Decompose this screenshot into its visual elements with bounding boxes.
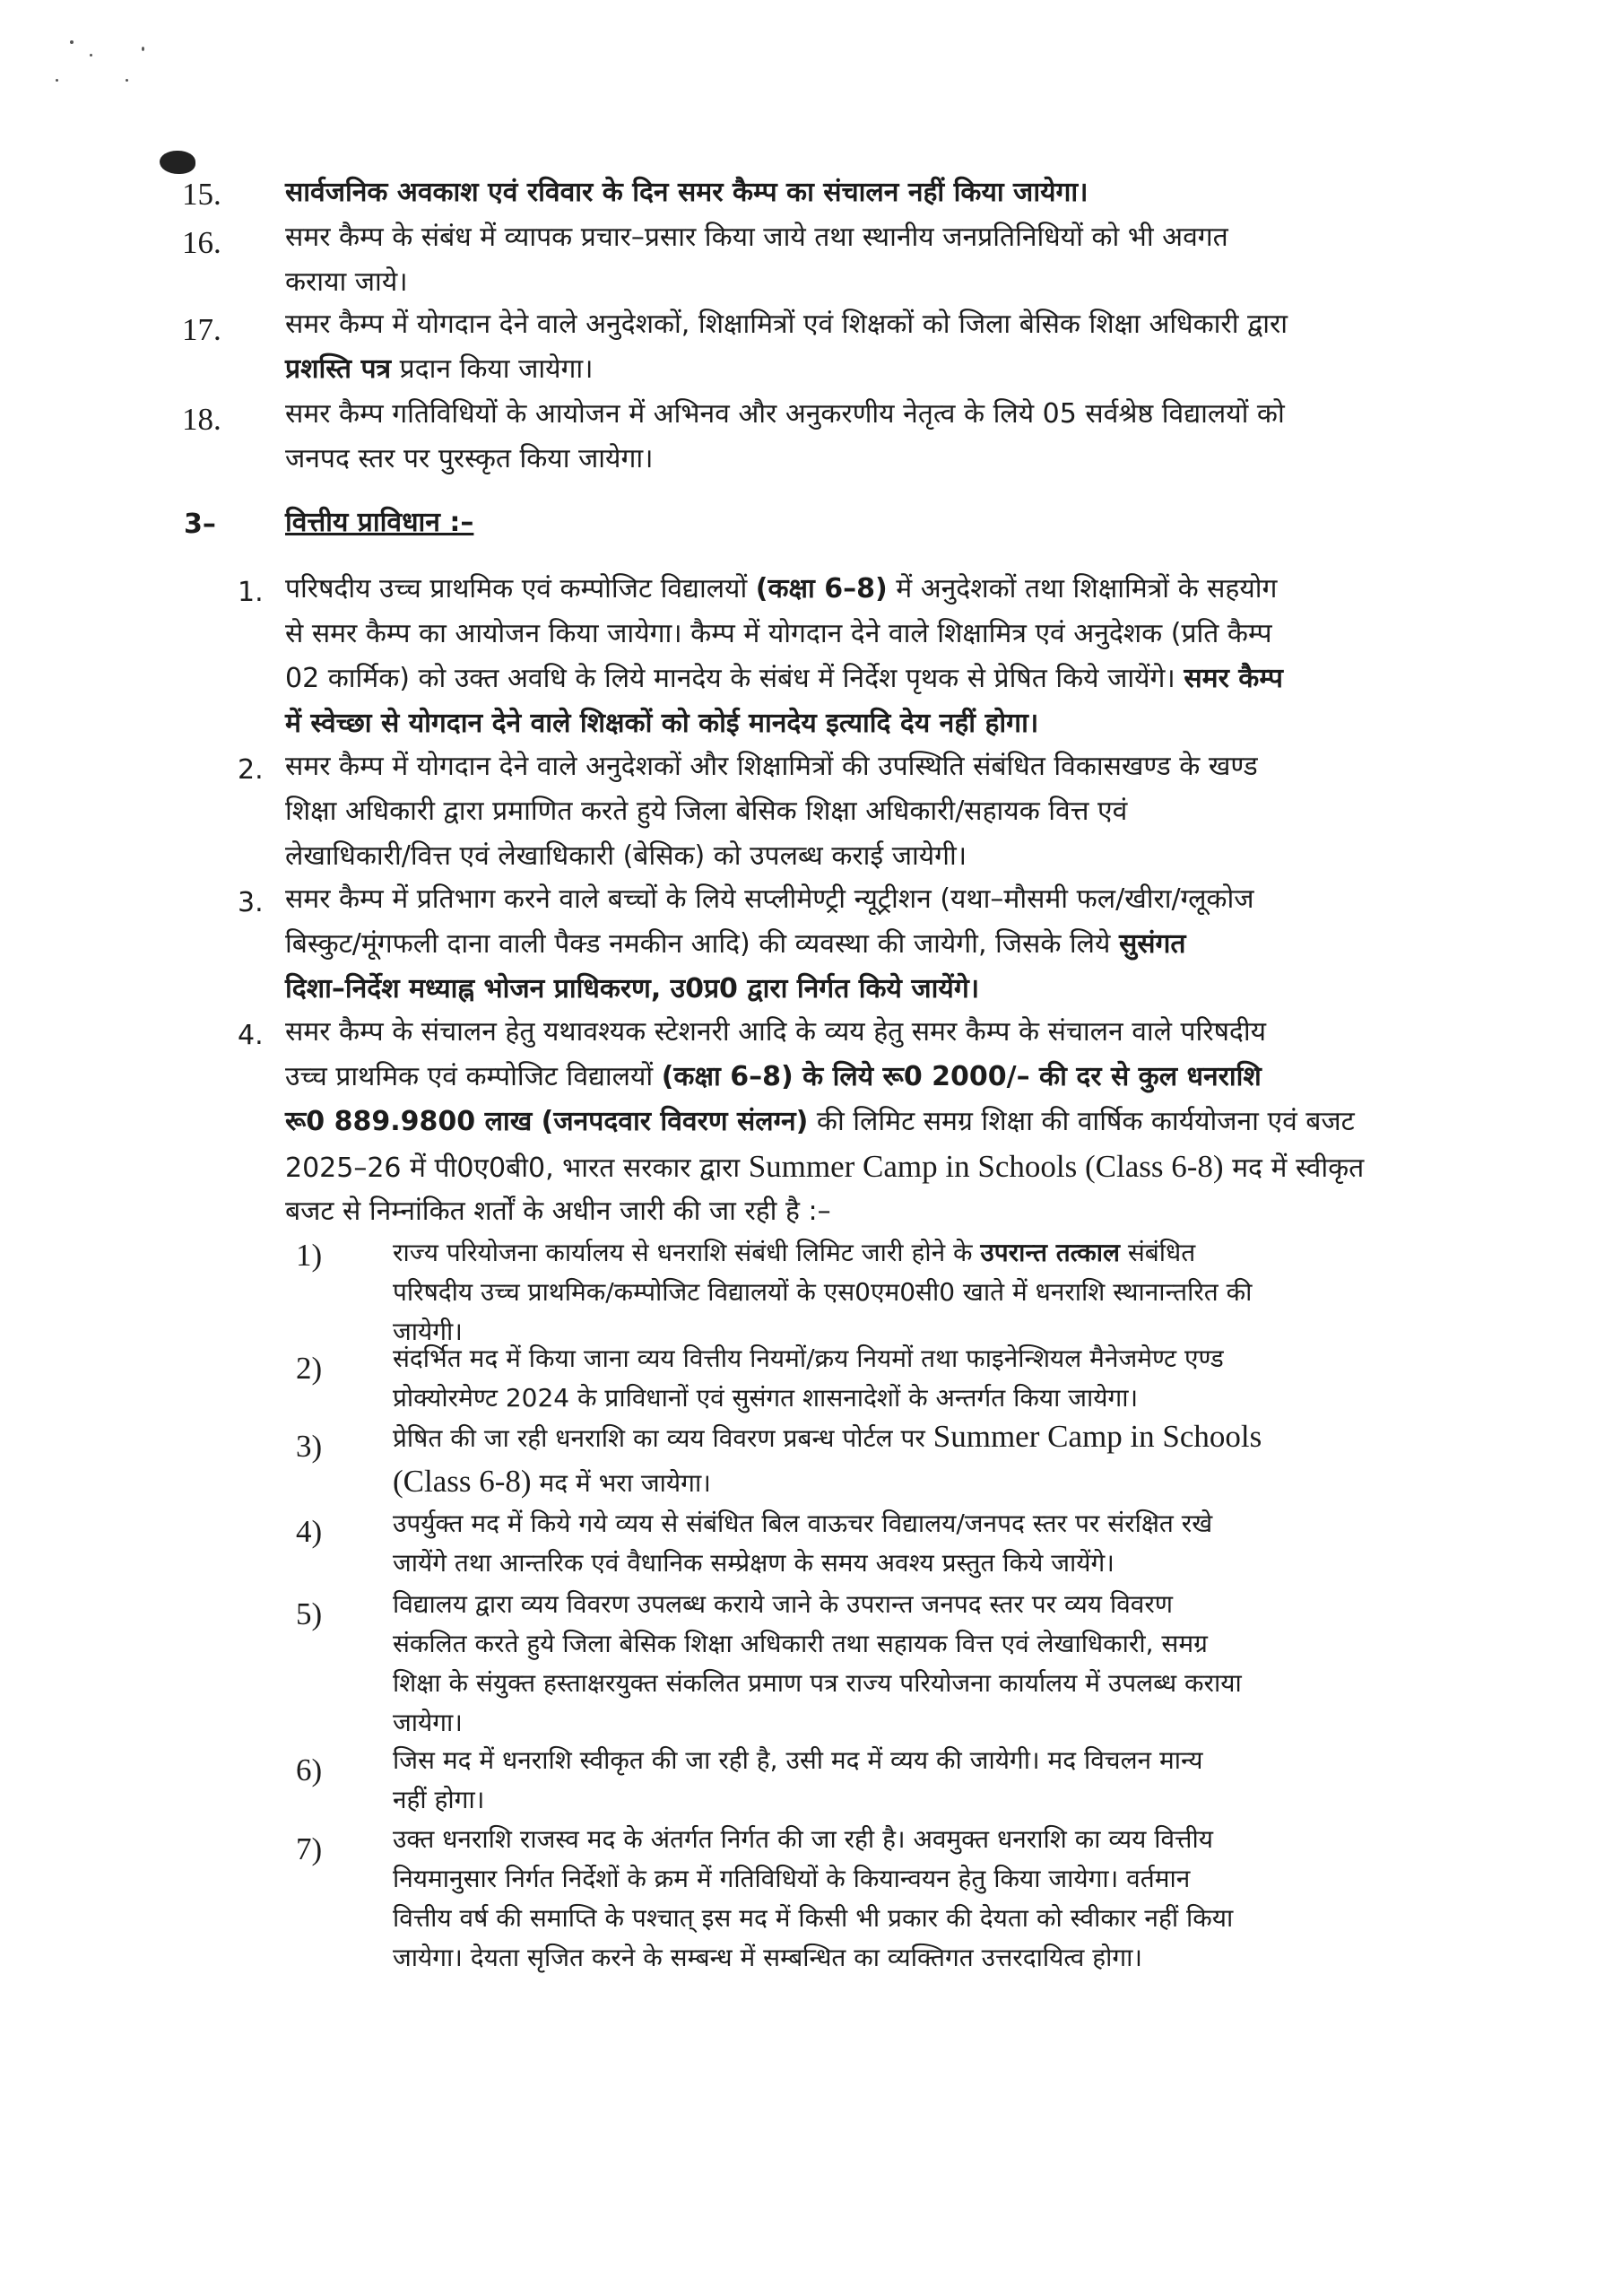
section-heading: वित्तीय प्राविधान :– [285,507,474,538]
text-run: उच्च प्राथमिक एवं कम्पोजिट विद्यालयों [285,1061,662,1092]
item-text: सार्वजनिक अवकाश एवं रविवार के दिन समर कैम्प का संचालन नहीं किया जायेगा। [285,177,1089,208]
condition-text: उपर्युक्त मद में किये गये व्यय से संबंधित बिल वाऊचर विद्यालय/जनपद स्तर पर संरक्षित रखे [393,1509,1213,1538]
text-run: 2025–26 में पी0ए0बी0, भारत सरकार द्वारा [285,1152,749,1184]
para-text: समर कैम्प के संचालन हेतु यथावश्यक स्टेशनरी आदि के व्यय हेतु समर कैम्प के संचालन वाले परिषदीय [285,1016,1267,1048]
condition-number: 3) [296,1429,323,1464]
item-number: 18. [182,402,221,437]
para-text: शिक्षा अधिकारी द्वारा प्रमाणित करते हुये जिला बेसिक शिक्षा अधिकारी/सहायक वित्त एवं [285,796,1128,827]
bold-phrase: उपरान्त तत्काल [980,1238,1120,1267]
item-text: कराया जाये। [285,266,408,298]
condition-text: परिषदीय उच्च प्राथमिक/कम्पोजिट विद्यालयों के एस0एम0सी0 खाते में धनराशि स्थानान्तरित की [393,1277,1253,1307]
condition-number: 6) [296,1752,323,1787]
para-text: लेखाधिकारी/वित्त एवं लेखाधिकारी (बेसिक) को उपलब्ध कराई जायेगी। [285,840,967,872]
item-text: समर कैम्प गतिविधियों के आयोजन में अभिनव और अनुकरणीय नेतृत्व के लिये 05 सर्वश्रेष्ठ विद्यालयों को [285,398,1285,430]
para-text: बजट से निम्नांकित शर्तों के अधीन जारी की जा रही है :– [285,1196,831,1227]
condition-text: जायेगा। देयता सृजित करने के सम्बन्ध में सम्बन्धित का व्यक्तिगत उत्तरदायित्व होगा। [393,1943,1142,1972]
english-phrase: Summer Camp in Schools (Class 6-8) [748,1149,1224,1184]
para-text [285,567,1277,612]
condition-text [393,1417,1262,1458]
english-phrase: Summer Camp in Schools [932,1419,1262,1454]
section-number: 3– [184,509,216,540]
condition-text: जिस मद में धनराशि स्वीकृत की जा रही है, उसी मद में व्यय की जायेगी। मद विचलन मान्य [393,1745,1203,1775]
ink-blot [160,151,195,174]
para-text: से समर कैम्प का आयोजन किया जायेगा। कैम्प में योगदान देने वाले शिक्षामित्र एवं अनुदेशक (प्रति कैम्प [285,618,1272,649]
text-run: प्रेषित की जा रही धनराशि का व्यय विवरण प्रबन्ध पोर्टल पर [393,1423,933,1453]
item-number: 17. [182,312,221,347]
para-text [285,1055,1262,1100]
condition-text: प्रोक्योरमेण्ट 2024 के प्राविधानों एवं सुसंगत शासनादेशों के अन्तर्गत किया जायेगा। [393,1383,1139,1413]
bold-phrase: समर कैम्प [1184,663,1283,694]
text-run: 02 कार्मिक) को उक्त अवधि के लिये मानदेय के संबंध में निर्देश पृथक से प्रेषित किये जायेंगे। [285,663,1184,694]
text-run: राज्य परियोजना कार्यालय से धनराशि संबंधी लिमिट जारी होने के [393,1238,981,1267]
condition-text: शिक्षा के संयुक्त हस्ताक्षरयुक्त संकलित प्रमाण पत्र राज्य परियोजना कार्यालय में उपलब्ध कराया [393,1668,1242,1698]
item-text: समर कैम्प में योगदान देने वाले अनुदेशकों, शिक्षामित्रों एवं शिक्षकों को जिला बेसिक शिक्षा अधिकारी द्वारा [285,309,1288,340]
item-text: समर कैम्प के संबंध में व्यापक प्रचार–प्रसार किया जाये तथा स्थानीय जनप्रतिनिधियों को भी अवगत [285,222,1228,253]
item-number: 15. [182,177,221,212]
scan-speck [70,40,74,44]
para-number: 4. [238,1020,264,1051]
condition-text: संदर्भित मद में किया जाना व्यय वित्तीय नियमों/क्रय नियमों तथा फाइनेन्शियल मैनेजमेण्ट एण्ड [393,1344,1224,1373]
text-run: बिस्कुट/मूंगफली दाना वाली पैक्ड नमकीन आदि) की व्यवस्था की जायेगी, जिसके लिये [285,928,1119,960]
condition-text: संकलित करते हुये जिला बेसिक शिक्षा अधिकारी तथा सहायक वित्त एवं लेखाधिकारी, समग्र [393,1629,1208,1658]
para-text [285,657,1283,701]
text-run: मद में भरा जायेगा। [531,1468,711,1498]
para-text: समर कैम्प में योगदान देने वाले अनुदेशकों और शिक्षामित्रों की उपस्थिति संबंधित विकासखण्ड के खण्ड [285,751,1258,782]
text-run: प्रदान किया जायेगा। [391,353,594,385]
text-run: परिषदीय उच्च प्राथमिक एवं कम्पोजिट विद्यालयों [285,573,756,604]
scan-speck [126,79,128,82]
bold-phrase: सुसंगत [1118,928,1186,960]
condition-text: जायेंगे तथा आन्तरिक एवं वैधानिक सम्प्रेक्षण के समय अवश्य प्रस्तुत किये जायेंगे। [393,1548,1115,1578]
item-text: जनपद स्तर पर पुरस्कृत किया जायेगा। [285,443,654,474]
text-run: में अनुदेशकों तथा शिक्षामित्रों के सहयोग [887,573,1278,604]
bold-phrase: प्रशस्ति पत्र [285,353,392,385]
condition-text [393,1462,711,1503]
condition-text: वित्तीय वर्ष की समाप्ति के पश्चात् इस मद में किसी भी प्रकार की देयता को स्वीकार नहीं किया [393,1903,1234,1933]
para-text [285,1100,1355,1144]
condition-text: नियमानुसार निर्गत निर्देशों के क्रम में गतिविधियों के कियान्वयन हेतु किया जायेगा। वर्तमान [393,1864,1191,1893]
para-text [285,1144,1364,1191]
condition-text: विद्यालय द्वारा व्यय विवरण उपलब्ध कराये जाने के उपरान्त जनपद स्तर पर व्यय विवरण [393,1589,1174,1619]
english-phrase: (Class 6-8) [393,1464,532,1499]
para-text: में स्वेच्छा से योगदान देने वाले शिक्षकों को कोई मानदेय इत्यादि देय नहीं होगा। [285,708,1039,739]
item-text [285,347,594,392]
condition-number: 7) [296,1831,323,1866]
condition-number: 2) [296,1351,323,1386]
para-text: समर कैम्प में प्रतिभाग करने वाले बच्चों के लिये सप्लीमेण्ट्री न्यूट्रीशन (यथा–मौसमी फल/खीरा/ग्लूकोज [285,883,1254,915]
bold-phrase: रू0 889.9800 लाख (जनपदवार विवरण संलग्न) [285,1106,809,1137]
para-number: 1. [238,577,264,608]
text-run: की लिमिट समग्र शिक्षा की वार्षिक कार्ययोजना एवं बजट [808,1106,1355,1137]
para-number: 2. [238,754,264,786]
para-text [285,922,1186,967]
bold-phrase: (कक्षा 6–8) के लिये रू0 2000/– की दर से कुल धनराशि [661,1061,1262,1092]
para-text: दिशा–निर्देश मध्याह्न भोजन प्राधिकरण, उ0प्र0 द्वारा निर्गत किये जायेंगे। [285,973,980,1004]
condition-text [393,1233,1195,1273]
condition-text: जायेगी। [393,1317,463,1346]
text-run: संबंधित [1119,1238,1196,1267]
condition-text: नहीं होगा। [393,1785,485,1814]
condition-text: जायेगा। [393,1708,463,1737]
para-number: 3. [238,887,264,918]
scan-speck [56,79,58,82]
item-number: 16. [182,225,221,260]
condition-number: 4) [296,1514,323,1549]
scan-speck [90,54,92,57]
condition-number: 1) [296,1238,323,1273]
condition-text: उक्त धनराशि राजस्व मद के अंतर्गत निर्गत की जा रही है। अवमुक्त धनराशि का व्यय वित्तीय [393,1824,1213,1854]
scan-speck [142,47,144,51]
text-run: मद में स्वीकृत [1223,1152,1365,1184]
bold-phrase: (कक्षा 6–8) [755,573,888,604]
condition-number: 5) [296,1596,323,1631]
